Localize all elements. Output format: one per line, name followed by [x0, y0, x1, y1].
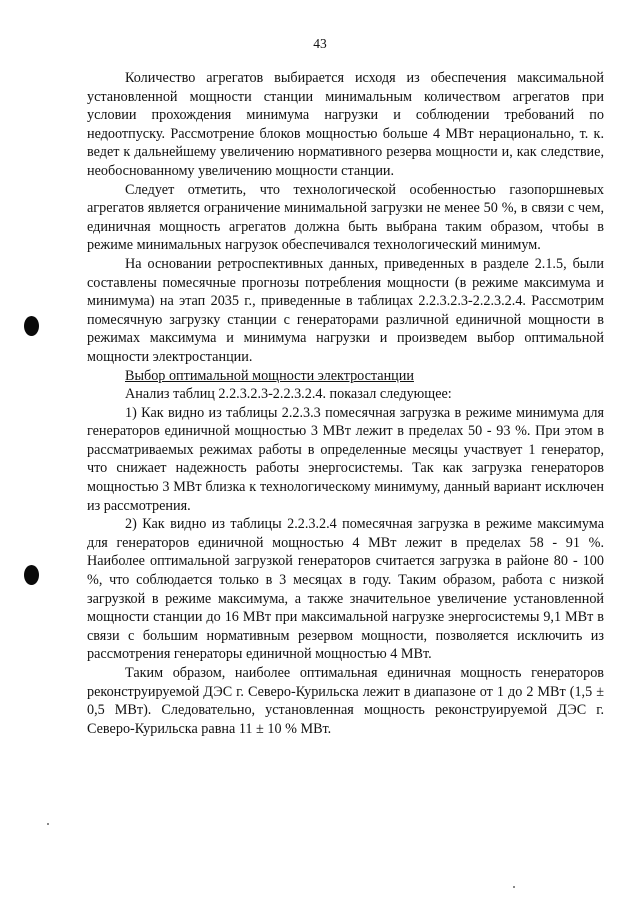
punch-hole-mark: [24, 565, 39, 585]
document-body: [87, 69, 604, 738]
scan-speck: [513, 886, 515, 888]
paragraph-unit-count: Количество агрегатов выбирается исходя из обеспечения максимальной установленной мощности станции минимальным количеством агрегатов при условии прохождения минимума нагрузки и соблюдении требований по недоотпуску. Рассмотрение блоков мощностью больше 4 МВт нерационально, т. к. ведет к дальнейшему увеличению нормативного резерва мощности и, как следствие, необоснованному увеличению мощности станции.: [87, 70, 604, 179]
paragraph-min-load: Следует отметить, что технологической особенностью газопоршневых агрегатов является ограничение минимальной загрузки не менее 50 %, в связи с чем, единичная мощность агрегатов должна быть выбрана таким образом, чтобы в режиме минимальных нагрузок обеспечивался технологический минимум.: [87, 181, 604, 254]
paragraph-conclusion: Таким образом, наиболее оптимальная единичная мощность генераторов реконструируемой ДЭС г. Северо-Курильска лежит в диапазоне от 1 до 2 МВт (1,5 ± 0,5 МВт). Следовательно, установленная мощность реконструируемой ДЭС г. Северо-Курильска равна 11 ± 10 % МВт.: [87, 665, 604, 737]
punch-hole-mark: [24, 316, 39, 336]
section-heading: Выбор оптимальной мощности электростанции: [125, 367, 414, 384]
paragraph-forecast: На основании ретроспективных данных, приведенных в разделе 2.1.5, были составлены помесячные прогнозы потребления мощности (в режиме максимума и минимума) на этап 2035 г., приведенные в таблицах 2.2.3.2.3-2.2.3.2.4. Рассмотрим помесячную загрузку станции с генераторами различной единичной мощности в режимах максимума и минимума нагрузки и произведем выбор оптимальной мощности электростанции.: [87, 255, 604, 365]
scan-speck: [47, 823, 49, 825]
analysis-intro: Анализ таблиц 2.2.3.2.3-2.2.3.2.4. показал следующее:: [125, 386, 452, 403]
analysis-item-2: 2) Как видно из таблицы 2.2.3.2.4 помесячная загрузка в режиме максимума для генераторов единичной мощностью 4 МВт лежит в пределах 58 - 91 %. Наиболее оптимальной загрузкой генераторов считается загрузка в районе 80 - 100 %, что соблюдается только в 3 месяцах в году. Таким образом, работа с низкой загрузкой в режиме максимума, а также значительное увеличение установленной мощности станции до 16 МВт при максимальной нагрузке энергосистемы 9,1 МВт в связи с большим нормативным резервом мощности, позволяется исключить из рассмотрения генераторы единичной мощностью 4 МВт.: [87, 516, 604, 663]
analysis-item-1: 1) Как видно из таблицы 2.2.3.3 помесячная загрузка в режиме минимума для генераторов единичной мощностью 3 МВт лежит в пределах 50 - 93 %. При этом в рассматриваемых режимах работы в определенные месяцы участвует 1 генератор, что снижает надежность работы энергосистемы. Так как загрузка генераторов мощностью 3 МВт близка к технологическому минимуму, данный вариант исключен из рассмотрения.: [87, 404, 604, 514]
page-number: 43: [313, 36, 327, 51]
